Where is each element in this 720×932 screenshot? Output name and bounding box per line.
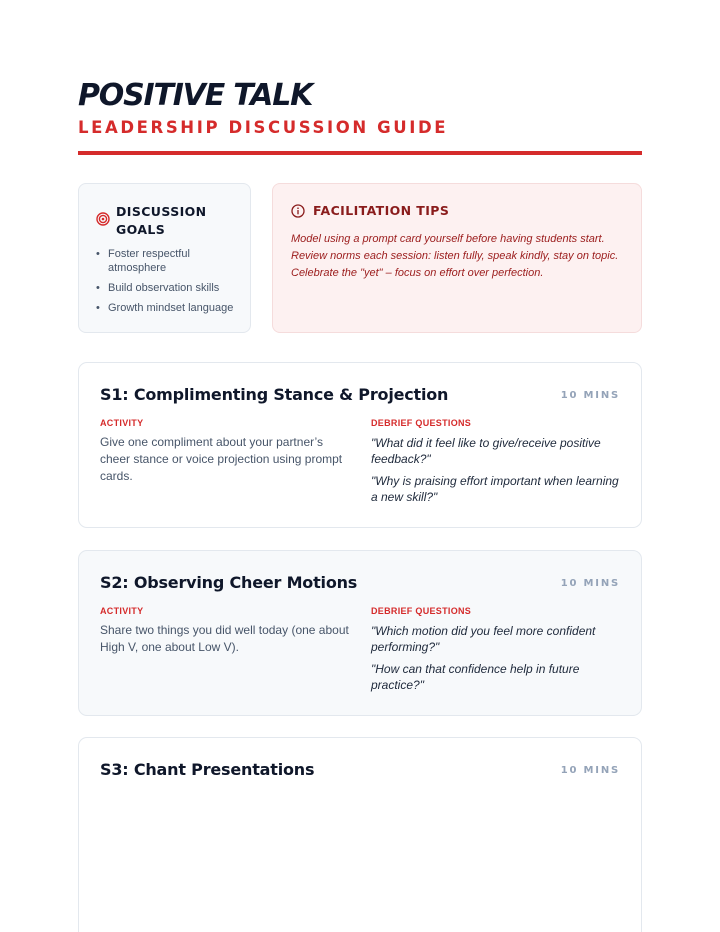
debrief-question: "Why is praising effort important when learning a new skill?" bbox=[371, 474, 619, 504]
activity-label: ACTIVITY bbox=[100, 418, 144, 428]
session-duration: 10 MINS bbox=[560, 578, 620, 589]
info-icon bbox=[291, 204, 305, 218]
session-card-2 bbox=[78, 550, 642, 716]
activity-label: ACTIVITY bbox=[100, 606, 144, 616]
tip-line: Review norms each session: listen fully, speak kindly, stay on topic. bbox=[291, 250, 619, 262]
session-title: S2: Observing Cheer Motions bbox=[100, 573, 358, 592]
facilitation-tips-card bbox=[272, 183, 642, 333]
discussion-goals-title: DISCUSSION GOALS bbox=[116, 204, 207, 237]
session-title: S1: Complimenting Stance & Projection bbox=[100, 385, 449, 404]
session-card-1 bbox=[78, 362, 642, 528]
activity-text: Share two things you did well today (one about High V, one about Low V). bbox=[100, 623, 349, 654]
tip-line: Model using a prompt card yourself before having students start. bbox=[291, 233, 605, 245]
target-icon bbox=[96, 212, 110, 226]
goals-list bbox=[96, 247, 246, 321]
page-header bbox=[78, 78, 642, 139]
tips-text bbox=[291, 231, 631, 282]
session-duration: 10 MINS bbox=[560, 390, 620, 401]
debrief-label: DEBRIEF QUESTIONS bbox=[371, 606, 472, 616]
facilitation-tips-title: FACILITATION TIPS bbox=[313, 203, 450, 218]
debrief-question: "How can that confidence help in future practice?" bbox=[371, 662, 580, 692]
debrief-question: "What did it feel like to give/receive positive feedback?" bbox=[371, 436, 601, 466]
session-title: S3: Chant Presentations bbox=[100, 760, 315, 779]
goal-item: • Build observation skills bbox=[96, 281, 246, 295]
goal-item: • Growth mindset language bbox=[96, 301, 246, 315]
debrief-question: "Which motion did you feel more confident performing?" bbox=[371, 624, 596, 654]
debrief-label: DEBRIEF QUESTIONS bbox=[371, 418, 472, 428]
debrief-questions bbox=[371, 435, 626, 511]
activity-text: Give one compliment about your partner’s cheer stance or voice projection using prompt cards. bbox=[100, 435, 343, 483]
debrief-questions bbox=[371, 623, 626, 699]
tip-line: Celebrate the "yet" – focus on effort over perfection. bbox=[291, 267, 544, 279]
session-duration: 10 MINS bbox=[560, 765, 620, 776]
goal-item: • Foster respectful atmosphere bbox=[96, 247, 246, 275]
session-card-3 bbox=[78, 737, 642, 932]
page-title: POSITIVE TALK bbox=[78, 78, 313, 113]
header-divider bbox=[78, 151, 642, 155]
discussion-goals-card bbox=[78, 183, 251, 333]
page-subtitle: LEADERSHIP DISCUSSION GUIDE bbox=[78, 118, 449, 137]
